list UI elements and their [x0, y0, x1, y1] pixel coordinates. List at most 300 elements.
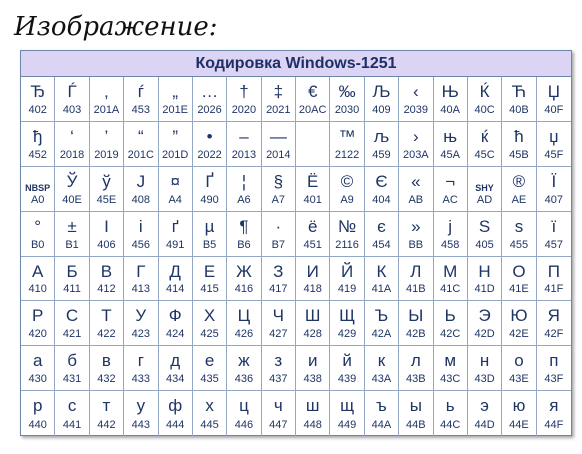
table-cell — [227, 77, 261, 122]
table-cell — [296, 391, 330, 436]
table-cell — [90, 212, 124, 257]
table-cell — [262, 167, 296, 212]
table-cell — [193, 391, 227, 436]
cell-glyph: з — [274, 351, 283, 371]
table-cell — [365, 301, 399, 346]
table-cell — [55, 301, 89, 346]
table-cell — [537, 122, 571, 167]
table-cell — [159, 257, 193, 302]
cell-glyph: я — [549, 396, 559, 416]
cell-code: 43B — [406, 373, 426, 386]
cell-code: 41C — [440, 283, 461, 296]
cell-glyph: х — [205, 396, 214, 416]
cell-code: 440 — [28, 419, 47, 431]
cell-code: 491 — [166, 238, 185, 251]
cell-glyph: А — [32, 261, 44, 281]
cell-code: 442 — [97, 419, 116, 431]
cell-glyph: Д — [169, 261, 181, 281]
cell-glyph: Ќ — [479, 82, 490, 101]
cell-code: 451 — [303, 238, 322, 251]
table-cell — [159, 391, 193, 436]
table-cell — [296, 122, 330, 167]
cell-glyph: К — [376, 261, 387, 281]
cell-glyph: О — [512, 261, 526, 281]
cell-code: 434 — [166, 373, 185, 386]
cell-glyph: а — [32, 351, 43, 371]
table-cell — [296, 167, 330, 212]
cell-glyph: в — [101, 351, 111, 371]
cell-code: 43E — [509, 373, 529, 386]
table-cell — [468, 346, 502, 391]
cell-glyph: Й — [340, 261, 354, 281]
cell-glyph: Г — [136, 261, 146, 281]
cell-glyph: Б — [66, 261, 78, 281]
cell-glyph: Ґ — [205, 171, 214, 191]
cell-code: 45E — [96, 193, 117, 206]
cell-code: 2022 — [197, 148, 222, 161]
table-cell — [90, 257, 124, 302]
cell-glyph: ‚ — [104, 82, 109, 101]
cell-code: 409 — [372, 103, 391, 116]
table-cell — [468, 257, 502, 302]
cell-code: 2020 — [231, 103, 257, 116]
table-cell — [537, 257, 571, 302]
table-cell — [330, 77, 364, 122]
cell-glyph: Њ — [441, 82, 459, 101]
cell-code: 42C — [440, 328, 461, 341]
table-cell — [468, 212, 502, 257]
table-cell — [434, 212, 468, 257]
table-cell — [330, 167, 364, 212]
table-cell — [434, 301, 468, 346]
cell-glyph: љ — [373, 126, 390, 146]
cell-code: 435 — [200, 373, 219, 386]
cell-code: 2014 — [266, 148, 291, 161]
cell-glyph: ј — [448, 216, 453, 236]
cell-code: 448 — [303, 419, 322, 431]
table-cell — [502, 167, 536, 212]
cell-code: B1 — [65, 238, 79, 251]
cell-glyph: н — [479, 351, 490, 371]
table-title: Кодировка Windows-1251 — [21, 51, 571, 77]
table-cell — [262, 122, 296, 167]
cell-code: 417 — [269, 283, 288, 296]
cell-code: 410 — [28, 283, 47, 296]
table-cell — [55, 77, 89, 122]
table-cell — [90, 301, 124, 346]
cell-code: 20AC — [298, 103, 327, 116]
table-cell — [21, 257, 55, 302]
cell-glyph: И — [306, 261, 319, 281]
table-cell — [124, 257, 158, 302]
cell-glyph: І — [104, 216, 109, 236]
table-cell — [124, 167, 158, 212]
table-cell — [227, 346, 261, 391]
cell-glyph: б — [67, 351, 77, 371]
cell-code: BB — [408, 238, 424, 251]
cell-code: 431 — [62, 373, 82, 386]
cell-glyph: № — [337, 216, 357, 236]
cell-glyph: ж — [238, 351, 250, 371]
cell-code: 40E — [62, 193, 82, 206]
cell-glyph: “ — [137, 126, 144, 146]
cell-glyph: · — [275, 216, 282, 236]
cell-code: 453 — [131, 103, 150, 116]
table-cell — [434, 346, 468, 391]
table-cell — [90, 77, 124, 122]
table-cell — [502, 391, 536, 436]
cell-code: 2013 — [231, 148, 257, 161]
table-cell — [159, 301, 193, 346]
cell-code: 408 — [131, 193, 150, 206]
cell-code: 41F — [544, 283, 564, 296]
table-cell — [193, 346, 227, 391]
cell-glyph: С — [65, 306, 79, 326]
cell-code: B5 — [202, 238, 217, 251]
cell-code: 43D — [474, 373, 495, 386]
cell-code: 45F — [544, 148, 564, 161]
table-cell — [365, 257, 399, 302]
table-cell — [365, 77, 399, 122]
cell-glyph: † — [239, 82, 249, 101]
cell-code: A9 — [340, 193, 354, 206]
table-cell — [262, 257, 296, 302]
cell-glyph: П — [547, 261, 560, 281]
cell-code: 449 — [337, 419, 357, 431]
table-cell — [262, 301, 296, 346]
table-cell — [21, 167, 55, 212]
cell-glyph: Ѕ — [478, 216, 491, 236]
table-cell — [537, 77, 571, 122]
cell-code: 419 — [337, 283, 357, 296]
encoding-table — [20, 50, 572, 436]
table-cell — [55, 122, 89, 167]
cell-code: 201C — [127, 148, 154, 161]
table-cell — [21, 212, 55, 257]
table-cell — [399, 167, 433, 212]
cell-glyph: ™ — [338, 126, 356, 146]
cell-code: 443 — [131, 419, 150, 431]
cell-glyph: ф — [168, 396, 183, 416]
cell-glyph: ѕ — [514, 216, 524, 236]
image-caption: Изображение: — [14, 12, 218, 42]
cell-code: AC — [442, 193, 458, 206]
cell-code: 444 — [166, 419, 185, 431]
cell-glyph: NBSP — [25, 182, 51, 193]
table-cell — [55, 212, 89, 257]
cell-code: AD — [476, 193, 493, 206]
table-cell — [399, 346, 433, 391]
cell-glyph: Ђ — [30, 82, 46, 101]
cell-code: 418 — [303, 283, 322, 296]
table-cell — [227, 257, 261, 302]
cell-code: 44B — [406, 419, 426, 431]
table-cell — [159, 346, 193, 391]
cell-glyph: Ы — [408, 306, 424, 326]
cell-code: 455 — [509, 238, 529, 251]
cell-glyph: г — [137, 351, 144, 371]
cell-glyph: ’ — [104, 126, 109, 146]
cell-code: 456 — [131, 238, 150, 251]
cell-glyph: Ѓ — [67, 82, 77, 101]
table-cell — [296, 77, 330, 122]
cell-glyph: њ — [443, 126, 458, 146]
table-cell — [434, 77, 468, 122]
cell-code: 40A — [440, 103, 460, 116]
cell-glyph: э — [480, 396, 489, 416]
table-cell — [502, 346, 536, 391]
cell-glyph: ѓ — [137, 82, 144, 101]
cell-code: 45C — [474, 148, 495, 161]
cell-code: 201E — [162, 103, 189, 116]
cell-code: 42F — [544, 328, 564, 341]
table-cell — [365, 391, 399, 436]
cell-glyph: Э — [478, 306, 491, 326]
table-cell — [399, 257, 433, 302]
cell-code: 421 — [62, 328, 82, 341]
cell-glyph: Т — [101, 306, 112, 326]
cell-glyph: Ж — [236, 261, 252, 281]
cell-glyph: ы — [409, 396, 422, 416]
cell-glyph: ъ — [376, 396, 387, 416]
cell-glyph: „ — [172, 82, 179, 101]
table-cell — [434, 167, 468, 212]
cell-code: 437 — [269, 373, 288, 386]
cell-glyph: ¦ — [241, 171, 247, 191]
cell-glyph: й — [342, 351, 352, 371]
cell-code: 45A — [440, 148, 460, 161]
cell-code: 416 — [234, 283, 254, 296]
cell-glyph: п — [549, 351, 559, 371]
cell-glyph: Ё — [307, 171, 319, 191]
cell-code: 41B — [406, 283, 426, 296]
table-cell — [365, 346, 399, 391]
table-cell — [399, 391, 433, 436]
cell-code: 412 — [97, 283, 116, 296]
cell-code: 457 — [544, 238, 563, 251]
table-cell — [55, 346, 89, 391]
cell-code: 438 — [303, 373, 322, 386]
cell-code: 44C — [440, 419, 461, 431]
cell-glyph: м — [444, 351, 457, 371]
cell-code: 425 — [200, 328, 219, 341]
table-cell — [537, 167, 571, 212]
cell-glyph: Ш — [304, 306, 321, 326]
table-cell — [227, 301, 261, 346]
cell-code: 401 — [303, 193, 322, 206]
cell-glyph: Є — [375, 171, 388, 191]
cell-glyph: ё — [307, 216, 318, 236]
cell-glyph: Ч — [272, 306, 284, 326]
cell-glyph: © — [340, 171, 354, 191]
cell-code: 2019 — [94, 148, 119, 161]
cell-glyph: Љ — [372, 82, 391, 101]
cell-code: 405 — [475, 238, 494, 251]
cell-glyph: Н — [478, 261, 491, 281]
cell-code: 402 — [28, 103, 47, 116]
table-cell — [55, 257, 89, 302]
cell-code: 407 — [544, 193, 563, 206]
table-cell — [193, 77, 227, 122]
table-cell — [193, 212, 227, 257]
cell-glyph: Ћ — [511, 82, 527, 101]
cell-glyph: Ъ — [374, 306, 389, 326]
cell-code: AB — [408, 193, 424, 206]
cell-glyph: ‹ — [412, 82, 419, 101]
cell-glyph: – — [239, 126, 249, 146]
cell-glyph: » — [411, 216, 421, 236]
cell-code: 459 — [372, 148, 391, 161]
cell-glyph: З — [273, 261, 284, 281]
cell-glyph: У — [135, 306, 147, 326]
cell-glyph: ® — [512, 171, 526, 191]
table-cell — [502, 212, 536, 257]
table-cell — [262, 391, 296, 436]
cell-glyph: Ю — [510, 306, 528, 326]
cell-glyph: є — [377, 216, 386, 236]
cell-code: 201A — [93, 103, 120, 116]
cell-glyph: Щ — [339, 306, 356, 326]
cell-glyph: Я — [547, 306, 560, 326]
table-cell — [365, 167, 399, 212]
table-cell — [227, 167, 261, 212]
table-cell — [124, 346, 158, 391]
table-cell — [296, 257, 330, 302]
cell-code: 43C — [440, 373, 461, 386]
table-cell — [21, 77, 55, 122]
cell-glyph: М — [443, 261, 458, 281]
table-cell — [296, 212, 330, 257]
cell-code: 413 — [131, 283, 150, 296]
cell-code: 439 — [337, 373, 357, 386]
table-cell — [124, 212, 158, 257]
cell-glyph: ‘ — [70, 126, 74, 146]
cell-glyph: ¤ — [170, 171, 180, 191]
cell-glyph: Л — [410, 261, 422, 281]
cell-code: 429 — [337, 328, 357, 341]
table-cell — [159, 77, 193, 122]
cell-code: 414 — [166, 283, 185, 296]
cell-glyph: ¶ — [239, 216, 249, 236]
cell-code: 42D — [474, 328, 495, 341]
cell-code: A6 — [237, 193, 251, 206]
cell-glyph: Џ — [547, 82, 560, 101]
cell-glyph: • — [206, 126, 213, 146]
table-cell — [468, 301, 502, 346]
cell-glyph: ђ — [32, 126, 43, 146]
cell-code: 424 — [166, 328, 185, 341]
cell-code: 42A — [371, 328, 392, 341]
table-cell — [502, 301, 536, 346]
table-cell — [537, 212, 571, 257]
cell-glyph: µ — [204, 216, 215, 236]
cell-code: 423 — [131, 328, 150, 341]
cell-glyph: т — [102, 396, 111, 416]
cell-glyph: Ц — [237, 306, 251, 326]
cell-code: B7 — [271, 238, 286, 251]
table-cell — [124, 77, 158, 122]
table-cell — [502, 77, 536, 122]
cell-code: 41A — [371, 283, 392, 296]
table-cell — [399, 301, 433, 346]
cell-code: 427 — [269, 328, 288, 341]
cell-glyph: Р — [32, 306, 44, 326]
cell-code: 41E — [509, 283, 529, 296]
cell-code: 441 — [62, 419, 82, 431]
cell-code: 43A — [371, 373, 392, 386]
cell-code: 44F — [544, 419, 564, 431]
cell-glyph: і — [138, 216, 143, 236]
cell-code: 43F — [544, 373, 564, 386]
cell-code: 433 — [131, 373, 150, 386]
cell-glyph: ц — [239, 396, 249, 416]
cell-glyph: ґ — [171, 216, 179, 236]
cell-code: 44A — [371, 419, 392, 431]
cell-code: 403 — [62, 103, 82, 116]
table-cell — [55, 167, 89, 212]
table-cell — [330, 346, 364, 391]
cell-code: 203A — [402, 148, 429, 161]
cell-glyph: щ — [340, 396, 355, 416]
cell-glyph: у — [136, 396, 146, 416]
cell-glyph: ч — [273, 396, 283, 416]
table-cell — [330, 122, 364, 167]
table-cell — [434, 391, 468, 436]
cell-glyph: ° — [34, 216, 42, 236]
cell-code: A7 — [271, 193, 286, 206]
cell-glyph: › — [412, 126, 419, 146]
cell-glyph: € — [307, 82, 318, 101]
encoding-grid — [21, 77, 571, 436]
cell-code: 426 — [234, 328, 254, 341]
table-cell — [90, 391, 124, 436]
table-cell — [296, 301, 330, 346]
table-cell — [21, 346, 55, 391]
table-cell — [296, 346, 330, 391]
table-cell — [159, 212, 193, 257]
table-cell — [227, 122, 261, 167]
cell-code: B6 — [237, 238, 251, 251]
cell-glyph: Ї — [551, 171, 557, 191]
cell-code: 404 — [372, 193, 391, 206]
cell-glyph: ‡ — [273, 82, 284, 101]
table-cell — [537, 346, 571, 391]
cell-glyph: Ў — [66, 171, 78, 191]
table-cell — [193, 167, 227, 212]
cell-code: B0 — [30, 238, 45, 251]
cell-glyph: Ь — [444, 306, 456, 326]
cell-glyph: ь — [445, 396, 455, 416]
table-cell — [159, 167, 193, 212]
cell-code: 2026 — [197, 103, 222, 116]
cell-code: 44E — [509, 419, 529, 431]
table-cell — [21, 391, 55, 436]
table-cell — [468, 77, 502, 122]
table-cell — [21, 122, 55, 167]
cell-glyph: В — [100, 261, 113, 281]
cell-glyph: д — [170, 351, 181, 371]
cell-glyph: Ј — [136, 171, 146, 191]
table-cell — [502, 122, 536, 167]
cell-code: 445 — [200, 419, 219, 431]
cell-glyph: е — [204, 351, 215, 371]
cell-glyph: ї — [551, 216, 557, 236]
cell-glyph: Е — [203, 261, 216, 281]
cell-glyph: ќ — [480, 126, 489, 146]
cell-glyph: ± — [67, 216, 77, 236]
cell-code: 40B — [509, 103, 529, 116]
cell-glyph: ” — [172, 126, 179, 146]
